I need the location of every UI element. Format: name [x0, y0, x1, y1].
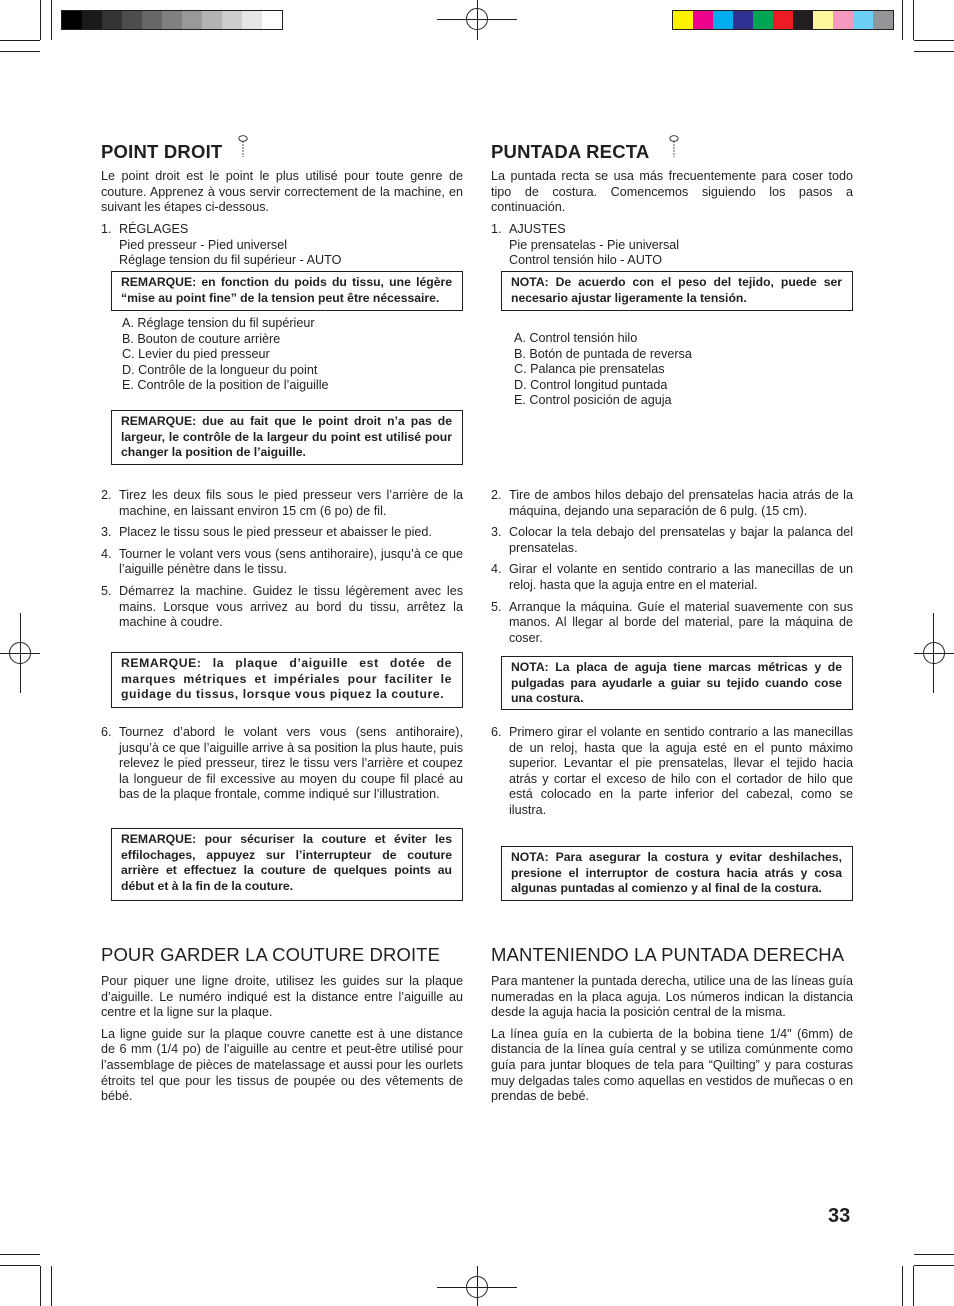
steps-2-5-es: [491, 488, 853, 646]
list-item: C. Palanca pie prensatelas: [514, 362, 665, 377]
parts-list-fr: [101, 316, 463, 394]
color-swatch: [773, 11, 793, 29]
color-swatch: [733, 11, 753, 29]
list-item: D. Contrôle de la longueur du point: [122, 362, 318, 377]
gray-swatch: [82, 11, 102, 29]
gray-swatch: [102, 11, 122, 29]
step-number: 6.: [491, 725, 502, 739]
step-6-fr: [101, 725, 463, 803]
step-number: 3.: [491, 525, 502, 540]
subsection-body-fr: [101, 974, 463, 1105]
step-number: 4.: [491, 562, 502, 577]
color-swatch: [813, 11, 833, 29]
list-item: [101, 488, 463, 519]
gray-swatch: [162, 11, 182, 29]
step-text: Tournez d’abord le volant vers vous (sens antihoraire), jusqu’à ce que l’aiguille arrive à sa position la plus haute, puis relevez le pied presseur, tirez le tissu vers l’arrière et coupez la longueur de fil excessive au moyen du coupe fil placé au bas de la plaque frontale, comme indiqué sur l’illustration.: [119, 725, 463, 802]
step-number: 1.: [101, 222, 112, 236]
step-label: RÉGLAGES: [119, 222, 189, 236]
section-title-puntada-recta: PUNTADA RECTA: [491, 141, 650, 162]
page-number: 33: [828, 1205, 851, 1227]
paragraph: Pour piquer une ligne droite, utilisez les guides sur la plaque d’aiguille. Le numéro indiqué est la distance entre l’aiguille au centre et la ligne sur la plaque.: [101, 974, 463, 1020]
setting-line: Control tensión hilo - AUTO: [509, 253, 663, 268]
subsection-title-fr: POUR GARDER LA COUTURE DROITE: [101, 944, 441, 965]
color-swatch: [753, 11, 773, 29]
gray-swatch: [222, 11, 242, 29]
step-text: Placez le tissu sous le pied presseur et abaisser le pied.: [119, 525, 432, 540]
gray-swatch: [242, 11, 262, 29]
step-text: Tirez les deux fils sous le pied presseur vers l’arrière de la machine, en laissant environ 15 cm (6 po) de fil.: [119, 488, 463, 518]
color-swatch: [713, 11, 733, 29]
paragraph: La línea guía en la cubierta de la bobina tiene 1/4" (6mm) de distancia de la línea guía central y se utiliza comúnmente como guía para juntar bloques de tela para “Quilting” y para costuras muy delgadas tales como aquellas en vestidos de muñecas o en prendas de bebé.: [491, 1026, 853, 1104]
gray-swatch: [122, 11, 142, 29]
intro-paragraph-es: [491, 169, 853, 216]
note-box: REMARQUE: pour sécuriser la couture et éviter les effilochages, appuyez sur l’interrupteur de couture arrière et effectuez la couture de quelques points au début et à la fin de la couture.: [111, 828, 463, 901]
note-box: NOTA: De acuerdo con el peso del tejido, puede ser necesario ajustar ligeramente la tensión.: [501, 271, 853, 311]
step-text: Arranque la máquina. Guíe el material suavemente con sus manos. Al llegar al borde del material, pare la máquina de coser.: [509, 599, 853, 645]
list-item: D. Control longitud puntada: [514, 377, 668, 392]
step-text: Primero girar el volante en sentido contrario a las manecillas de un reloj, hasta que la aguja esté en el punto máximo superior. Levantar el pie prensatelas, llevar el tejido hacia atrás y cortar el exceso de hilo con el cortador de hilo que está colocado en la parte inferior del cabezal, como se ilustra.: [509, 725, 853, 817]
step-number: 5.: [491, 599, 502, 614]
straight-stitch-icon: [669, 135, 679, 157]
list-item: B. Botón de puntada de reversa: [514, 346, 692, 361]
intro-paragraph-fr: [101, 169, 463, 216]
list-item: E. Control posición de aguja: [514, 393, 672, 408]
step-number: 6.: [101, 725, 112, 739]
steps-2-5-fr: [101, 488, 463, 631]
step-number: 3.: [101, 525, 112, 540]
list-item: [101, 525, 463, 541]
step-number: 2.: [491, 488, 502, 502]
step-number: 4.: [101, 546, 112, 561]
step-text: Démarrez la machine. Guidez le tissu légèrement avec les mains. Lorsque vous arrivez au bord du tissu, arrêtez la machine à coudre.: [119, 583, 463, 630]
color-swatch: [793, 11, 813, 29]
paragraph: Para mantener la puntada derecha, utilice una de las líneas guía numeradas en la placa aguja. Los números indican la distancia desde la aguja hacia la posición central de la misma.: [491, 974, 853, 1020]
setting-line: Pie prensatelas - Pie universal: [509, 237, 680, 252]
list-item: A. Control tensión hilo: [514, 331, 638, 345]
gray-swatch: [262, 11, 282, 29]
color-swatch: [833, 11, 853, 29]
list-item: [101, 584, 463, 631]
step-text: Girar el volante en sentido contrario a las manecillas de un reloj. hasta que la aguja entre en el material.: [509, 562, 853, 592]
setting-line: Pied presseur - Pied universel: [119, 237, 287, 252]
intro-text: La puntada recta se usa más frecuentemente para coser todo tipo de costura. Comencemos siguiendo los pasos a continuación.: [491, 169, 853, 215]
list-item: [101, 725, 463, 803]
list-item: B. Bouton de couture arrière: [122, 331, 281, 346]
step-text: Tire de ambos hilos debajo del prensatelas hacia atrás de la máquina, dejando una separación de 6 pulg. (15 cm).: [509, 488, 853, 518]
list-item: [491, 525, 853, 556]
list-item: [491, 725, 853, 819]
step-1-fr: [101, 222, 463, 269]
straight-stitch-icon: [238, 135, 248, 157]
gray-swatch: [142, 11, 162, 29]
gray-swatch: [202, 11, 222, 29]
intro-text: Le point droit est le point le plus utilisé pour toute genre de couture. Apprenez à vous servir correctement de la machine, en suivant les étapes ci-dessous.: [101, 169, 463, 215]
gray-swatch: [182, 11, 202, 29]
step-label: AJUSTES: [509, 222, 566, 236]
list-item: [101, 547, 463, 578]
setting-line: Réglage tension du fil supérieur - AUTO: [119, 253, 342, 268]
grayscale-calibration-bar: [61, 10, 283, 30]
color-swatch: [873, 11, 893, 29]
gray-swatch: [62, 11, 82, 29]
color-calibration-bar: [672, 10, 894, 30]
subsection-title-es: MANTENIENDO LA PUNTADA DERECHA: [491, 944, 845, 965]
note-box: REMARQUE: la plaque d’aiguille est dotée de marques métriques et impériales pour faciliter le guidage du tissus, lorsque vous piquez la couture.: [111, 652, 463, 708]
list-item: [491, 600, 853, 647]
parts-list-es: [491, 331, 853, 409]
color-swatch: [673, 11, 693, 29]
step-number: 2.: [101, 488, 112, 502]
step-1-es: [491, 222, 853, 269]
paragraph: La ligne guide sur la plaque couvre canette est à une distance de 6 mm (1/4 po) de l’aiguille au centre et peut-être utilisé pour l’assemblage de pièces de matelassage et aussi pour les ourlets étroits tel que pour les tissus de poupée ou des vêtements de bébé.: [101, 1026, 463, 1104]
step-number: 5.: [101, 583, 112, 598]
list-item: [491, 562, 853, 593]
color-swatch: [693, 11, 713, 29]
step-text: Colocar la tela debajo del prensatelas y bajar la palanca del prensatelas.: [509, 525, 853, 555]
color-swatch: [853, 11, 873, 29]
note-box: REMARQUE: due au fait que le point droit n’a pas de largeur, le contrôle de la largeur du point est utilisé pour changer la position de l’aiguille.: [111, 410, 463, 465]
step-number: 1.: [491, 222, 502, 236]
note-box: NOTA: Para asegurar la costura y evitar deshilaches, presione el interruptor de costura hacia atrás y cosa algunas puntadas al comienzo y al final de la costura.: [501, 846, 853, 901]
list-item: E. Contrôle de la position de l’aiguille: [122, 378, 329, 393]
list-item: C. Levier du pied presseur: [122, 347, 270, 362]
subsection-body-es: [491, 974, 853, 1105]
step-6-es: [491, 725, 853, 819]
note-box: NOTA: La placa de aguja tiene marcas métricas y de pulgadas para ayudarle a guiar su tejido cuando cose una costura.: [501, 656, 853, 710]
section-title-point-droit: POINT DROIT: [101, 141, 223, 162]
step-text: Tourner le volant vers vous (sens antihoraire), jusqu’à ce que l’aiguille pénètre dans le tissu.: [119, 546, 463, 577]
note-box: REMARQUE: en fonction du poids du tissu, une légère “mise au point fine” de la tension peut être nécessaire.: [111, 271, 463, 311]
list-item: A. Réglage tension du fil supérieur: [122, 316, 315, 330]
list-item: [491, 488, 853, 519]
